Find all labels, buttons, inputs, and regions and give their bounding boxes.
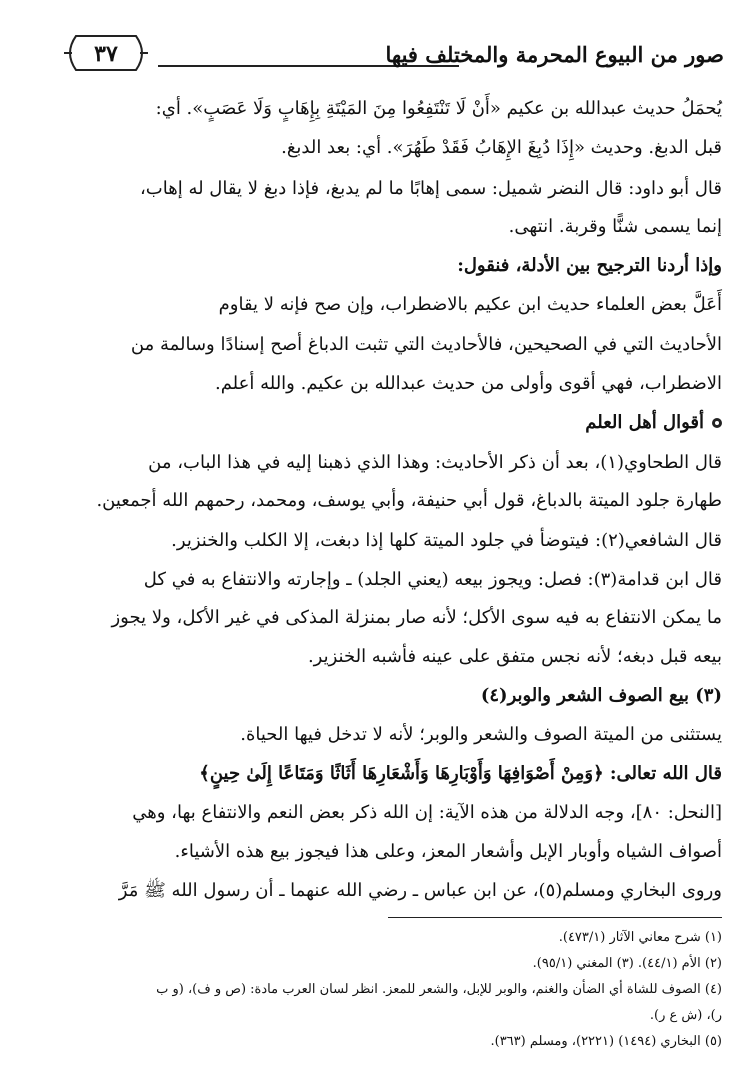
text-line: قال الطحاوي(١)، بعد أن ذكر الأحاديث: وهذا الذي ذهبنا إليه في هذا الباب، من — [148, 452, 722, 473]
text-line: [النحل: ٨٠]، وجه الدلالة من هذه الآية: إن الله ذكر بعض النعم والانتفاع بها، وهي — [132, 802, 722, 823]
text-line: طهارة جلود الميتة بالدباغ، قول أبي حنيفة، وأبي يوسف، ومحمد، رحمهم الله أجمعين. — [96, 490, 722, 511]
text-line: أَعَلَّ بعض العلماء حديث ابن عكيم بالاضطراب، وإن صح فإنه لا يقاوم — [218, 294, 722, 315]
page-number-frame — [62, 34, 150, 72]
text-line: يُحمَلُ حديث عبدالله بن عكيم «أَنْ لَا تَنْتَفِعُوا مِنَ المَيْتَةِ بِإِهَابٍ وَلَا عَصَبٍ». أي: — [155, 98, 722, 119]
text-line: إنما يسمى شنًّا وقربة. انتهى. — [508, 216, 722, 237]
section-lead: وإذا أردنا الترجيح بين الأدلة، فنقول: — [457, 255, 722, 276]
footnote: (١) شرح معاني الآثار (٤٧٣/١). — [558, 930, 722, 945]
text-line: قال الشافعي(٢): فيتوضأ في جلود الميتة كلها إذا دبغت، إلا الكلب والخنزير. — [171, 530, 722, 551]
text-line: قبل الدبغ. وحديث «إِذَا دُبِغَ الإِهَابُ فَقَدْ طَهُرَ». أي: بعد الدبغ. — [281, 137, 722, 158]
footnote: (٥) البخاري (١٤٩٤) (٢٢٢١)، ومسلم (٣٦٣). — [490, 1034, 722, 1049]
text-line: الاضطراب، فهي أقوى وأولى من حديث عبدالله بن عكيم. والله أعلم. — [214, 373, 722, 394]
text-line: بيعه قبل دبغه؛ لأنه نجس متفق على عينه فأشبه الخنزير. — [307, 646, 722, 667]
text-line: وروى البخاري ومسلم(٥)، عن ابن عباس ـ رضي الله عنهما ـ أن رسول الله ﷺ مَرَّ — [118, 880, 722, 901]
footnote: (٤) الصوف للشاة أي الضأن والغنم، والوبر للإبل، والشعر للمعز. انظر لسان العرب مادة: (ص و ف)، (و ب — [156, 982, 722, 997]
text-line: أصواف الشياه وأوبار الإبل وأشعار المعز، وعلى هذا فيجوز بيع هذه الأشياء. — [174, 841, 722, 862]
footnote: (٢) الأم (٤٤/١). (٣) المغني (٩٥/١). — [532, 956, 722, 971]
bullet-icon — [712, 418, 722, 428]
text-line: الأحاديث التي في الصحيحين، فالأحاديث التي تثبت الدباغ أصح إسنادًا وسالمة من — [130, 334, 722, 355]
section-heading: (٣) بيع الصوف الشعر والوبر(٤) — [480, 685, 722, 706]
section-heading — [585, 412, 722, 433]
page-number: ٣٧ — [94, 41, 118, 67]
quran-verse-line: قال الله تعالى: ﴿وَمِنْ أَصْوَافِهَا وَأَوْبَارِهَا وَأَشْعَارِهَا أَثَاثًا وَمَتَاعًا إِلَىٰ حِينٍ﴾ — [199, 763, 722, 784]
section-heading-text: أقوال أهل العلم — [585, 412, 704, 433]
footnote-separator — [388, 917, 722, 918]
running-head-title: صور من البيوع المحرمة والمختلف فيها — [385, 42, 724, 67]
footnote: ر)، (ش ع ر). — [649, 1008, 722, 1023]
text-line: ما يمكن الانتفاع به فيه سوى الأكل؛ لأنه صار بمنزلة المذكى في غير الأكل، ولا يجوز — [111, 607, 722, 628]
text-line: قال أبو داود: قال النضر شميل: سمى إهابًا ما لم يدبغ، فإذا دبغ لا يقال له إهاب، — [140, 178, 722, 199]
text-line: قال ابن قدامة(٣): فصل: ويجوز بيعه (يعني الجلد) ـ وإجارته والانتفاع به في كل — [143, 569, 722, 590]
page-header — [62, 30, 724, 84]
text-line: يستثنى من الميتة الصوف والشعر والوبر؛ لأنه لا تدخل فيها الحياة. — [240, 724, 722, 745]
